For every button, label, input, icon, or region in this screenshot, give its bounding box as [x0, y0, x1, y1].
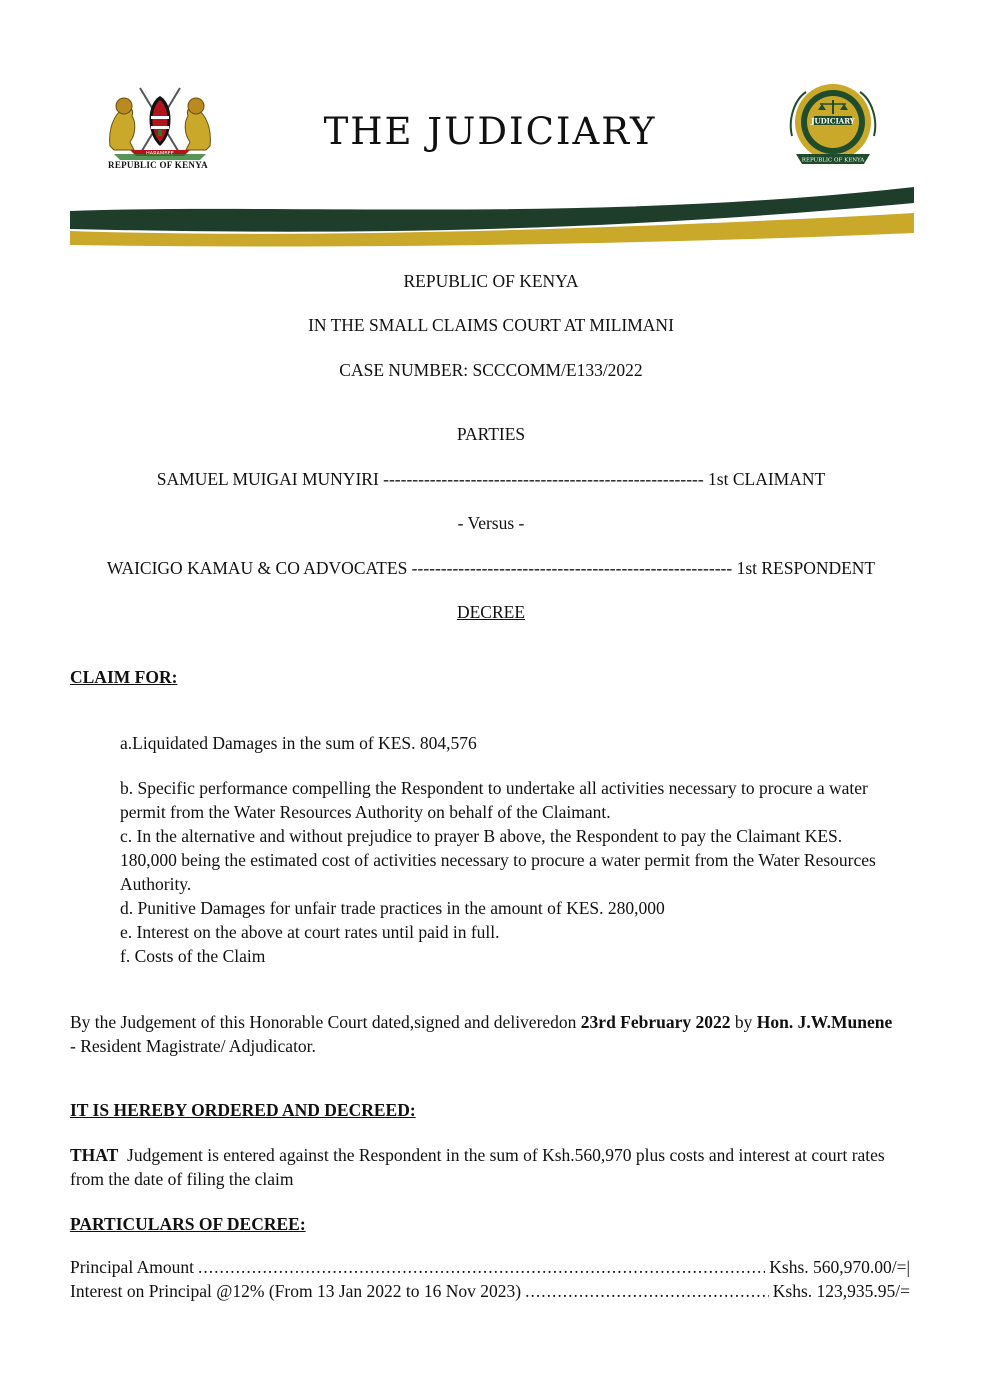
particulars-heading: PARTICULARS OF DECREE: — [70, 1214, 306, 1234]
parties-heading: PARTIES — [456, 424, 526, 444]
country-heading: REPUBLIC OF KENYA — [403, 271, 579, 291]
svg-text:JUDICIARY: JUDICIARY — [811, 116, 855, 126]
respondent-line: WAICIGO KAMAU & CO ADVOCATES ------------------------------------------------------- 1st RESPONDENT — [106, 558, 876, 578]
letterhead-swoosh-band — [70, 183, 914, 249]
particulars-row — [70, 1281, 910, 1302]
claim-item-c: c. In the alternative and without prejudice to prayer B above, the Respondent to pay the Claimant KES. 180,000 being the estimated cost of activities necessary to procure a water permit from the Water Resources Authority. — [120, 826, 876, 894]
particulars-row — [70, 1257, 910, 1278]
claimant-line: SAMUEL MUIGAI MUNYIRI ------------------------------------------------------- 1st CLAIMANT — [156, 469, 826, 489]
order-that: THAT — [70, 1145, 119, 1165]
decree-title: DECREE — [456, 602, 526, 622]
case-number: CASE NUMBER: SCCCOMM/E133/2022 — [339, 360, 643, 380]
judge-role: - Resident Magistrate/ Adjudicator. — [70, 1036, 316, 1056]
judge-name: Hon. J.W.Munene — [756, 1012, 893, 1032]
coat-of-arms-logo — [100, 84, 220, 164]
judgement-intro: By the Judgement of this Honorable Court dated,signed and deliveredon — [70, 1012, 581, 1032]
claim-item-a: a.Liquidated Damages in the sum of KES. 804,576 — [120, 733, 477, 753]
particulars-value: Kshs. 123,935.95/= — [772, 1281, 910, 1301]
claim-item-e: e. Interest on the above at court rates until paid in full. — [120, 922, 500, 942]
versus-text: - Versus - — [457, 513, 525, 533]
claim-item-d: d. Punitive Damages for unfair trade practices in the amount of KES. 280,000 — [120, 898, 665, 918]
court-heading: IN THE SMALL CLAIMS COURT AT MILIMANI — [308, 315, 674, 335]
judgement-by: by — [730, 1012, 753, 1032]
svg-text:REPUBLIC OF KENYA: REPUBLIC OF KENYA — [801, 157, 865, 164]
judgement-date: 23rd February 2022 — [580, 1012, 731, 1032]
order-paragraph — [70, 1143, 900, 1191]
particulars-label: Interest on Principal @12% (From 13 Jan 2022 to 16 Nov 2023) — [70, 1281, 522, 1301]
claim-item-f: f. Costs of the Claim — [120, 946, 266, 966]
claim-item-b: b. Specific performance compelling the Respondent to undertake all activities necessary to procure a water permit from the Water Resources Authority on behalf of the Claimant. — [120, 778, 868, 822]
coat-of-arms-caption: REPUBLIC OF KENYA — [108, 160, 208, 170]
order-heading: IT IS HEREBY ORDERED AND DECREED: — [70, 1100, 416, 1120]
claim-for-heading: CLAIM FOR: — [70, 667, 178, 687]
letterhead-title: THE JUDICIARY — [323, 110, 657, 153]
order-text: Judgement is entered against the Respondent in the sum of Ksh.560,970 plus costs and interest at court rates from the date of filing the claim — [70, 1145, 890, 1189]
particulars-value: Kshs. 560,970.00/=| — [769, 1257, 910, 1277]
dot-leader — [525, 1281, 769, 1302]
judgement-paragraph — [70, 1010, 900, 1058]
judiciary-seal-logo — [778, 80, 888, 172]
particulars-label: Principal Amount — [70, 1257, 194, 1277]
dot-leader — [198, 1257, 765, 1278]
